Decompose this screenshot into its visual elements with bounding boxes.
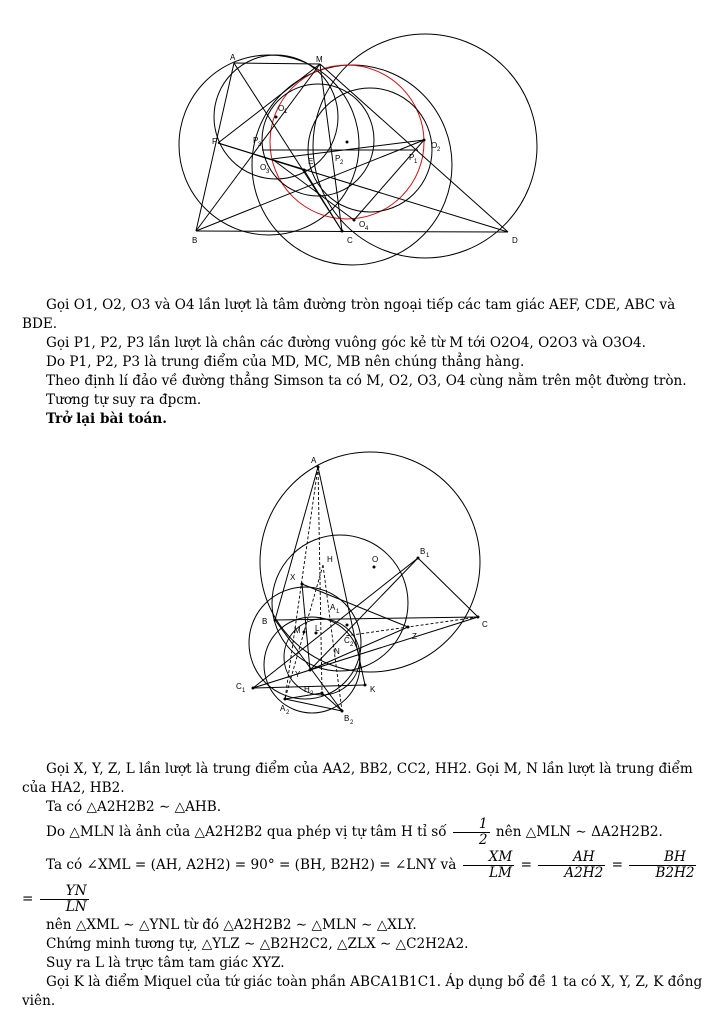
text-line: Gọi K là điểm Miquel của tứ giác toàn phần ABCA1B1C1. Áp dụng bổ đề 1 ta có X, Y, Z, K đồng (46, 974, 703, 990)
line-mf (218, 64, 320, 143)
label-c2: C (344, 636, 350, 645)
label-p1-sub: 1 (414, 159, 418, 165)
label-b1: B (420, 547, 426, 556)
label-o4-sub: 4 (365, 226, 369, 232)
label-c: C (347, 236, 353, 245)
text-line-angles (22, 848, 706, 916)
label-a2-sub: 2 (286, 710, 290, 716)
label-p2-sub: 2 (340, 160, 344, 166)
fraction-numerator: 1 (453, 817, 490, 833)
label-b1-sub: 1 (426, 553, 430, 559)
circle-cde (313, 34, 537, 258)
text-line: Gọi P1, P2, P3 lần lượt là chân các đường vuông góc kẻ từ M tới O2O4, O2O3 và O3O4. (46, 335, 646, 351)
label-p3: P (253, 136, 259, 145)
fraction-numerator: AH (538, 850, 605, 866)
text-line: Suy ra L là trực tâm tam giác XYZ. (46, 955, 285, 971)
label-o: O (372, 555, 379, 564)
fraction-yn-ln (40, 884, 89, 915)
label-h2: H (304, 685, 310, 694)
label-d: D (512, 236, 518, 245)
homothety-conclusion: nên △MLN ∼ ΔA2H2B2. (495, 824, 663, 840)
label-a: A (230, 53, 236, 62)
label-b: B (262, 617, 268, 626)
line-md (320, 64, 508, 232)
label-b2: B (344, 714, 350, 723)
label-f: F (212, 137, 217, 146)
fraction-half (453, 817, 490, 848)
label-a1-sub: 1 (336, 609, 340, 615)
label-m: M (316, 55, 323, 64)
label-e: E (308, 157, 314, 166)
fraction-numerator: BH (629, 850, 696, 866)
label-y: Y (295, 670, 301, 679)
text-line: Gọi X, Y, Z, L lần lượt là trung điểm của AA2, BB2, CC2, HH2. Gọi M, N lần lượt là trung điểm (46, 761, 693, 777)
text-line: viên. (22, 993, 56, 1009)
label-o2-sub: 2 (437, 147, 441, 153)
circle-h (272, 535, 408, 671)
label-l: L (315, 624, 320, 633)
equals-sign: = (611, 857, 623, 873)
fraction-denominator: 2 (478, 832, 488, 848)
label-o1-sub: 1 (284, 109, 288, 115)
proof-text-2 (22, 760, 706, 1011)
label-h: H (327, 555, 333, 564)
label-b: B (192, 236, 198, 245)
text-line: nên △XML ∼ △YNL từ đó △A2H2B2 ∼ △MLN ∼ △XLY. (46, 917, 417, 933)
text-line: Chứng minh tương tự, △YLZ ∼ △B2H2C2, △ZLX ∼ △C2H2A2. (46, 936, 469, 952)
label-z: Z (412, 632, 417, 641)
fraction-numerator: XM (463, 850, 515, 866)
label-o3-sub: 3 (266, 169, 270, 175)
equals-sign: = (520, 857, 532, 873)
label-p3-sub: 3 (258, 142, 262, 148)
fraction-ah (538, 850, 605, 881)
label-b2-sub: 2 (350, 720, 354, 726)
label-k: K (370, 685, 376, 694)
label-o2: O (431, 141, 438, 150)
line-b1-c (418, 558, 478, 617)
fraction-numerator: YN (40, 884, 89, 900)
line-c1-c (253, 617, 478, 688)
line-a-k (318, 467, 365, 685)
label-a2: A (280, 704, 286, 713)
fraction-denominator: A2H2 (564, 865, 604, 881)
fraction-bh (629, 850, 696, 881)
text-line: Theo định lí đảo về đường thẳng Simson ta có M, O2, O3, O4 cùng nằm trên một đường tròn. (46, 373, 687, 389)
text-line: Tương tự suy ra đpcm. (46, 392, 202, 408)
label-o4: O (359, 220, 366, 229)
label-c2-sub: 2 (350, 642, 354, 648)
label-h2-sub: 2 (310, 691, 314, 697)
section-heading: Trở lại bài toán. (46, 411, 167, 427)
label-a: A (311, 456, 317, 465)
line-x-z (302, 584, 408, 627)
fraction-denominator: LM (488, 865, 512, 881)
text-line: Gọi O1, O2, O3 và O4 lần lượt là tâm đường tròn ngoại tiếp các tam giác AEF, CDE, ABC và BDE. (22, 297, 676, 332)
line-a-b (275, 467, 318, 620)
line-x-y (302, 584, 310, 670)
fraction-denominator: B2H2 (655, 865, 695, 881)
line-bd (196, 231, 508, 232)
text-line-homothety (22, 817, 706, 848)
circle-abc-big (260, 452, 480, 672)
angle-equality: Ta có ∠XML = (AH, A2H2) = 90° = (BH, B2H2) = ∠LNY và (46, 857, 457, 873)
proof-text-1 (22, 296, 706, 429)
label-c: C (482, 620, 488, 629)
label-p1: P (409, 153, 415, 162)
fraction-denominator: LN (65, 899, 87, 915)
figure-2-diagram (0, 445, 724, 745)
label-o1: O (278, 104, 285, 113)
fraction-xm-lm (463, 850, 515, 881)
text-line: Do P1, P2, P3 là trung điểm của MD, MC, MB nên chúng thẳng hàng. (46, 354, 525, 370)
figure-1-diagram (0, 0, 724, 285)
equals-sign: = (22, 891, 34, 907)
text-line: Ta có △A2H2B2 ∼ △AHB. (46, 799, 222, 815)
text-line: của HA2, HB2. (22, 780, 125, 796)
label-o3: O (260, 163, 267, 172)
label-m: M (294, 626, 301, 635)
homothety-text: Do △MLN là ảnh của △A2H2B2 qua phép vị tự tâm H tỉ số (46, 824, 447, 840)
label-p2: P (335, 154, 341, 163)
label-n: N (334, 647, 340, 656)
label-a1: A (330, 603, 336, 612)
label-c1: C (236, 682, 242, 691)
label-x: X (290, 573, 296, 582)
label-c1-sub: 1 (242, 688, 246, 694)
